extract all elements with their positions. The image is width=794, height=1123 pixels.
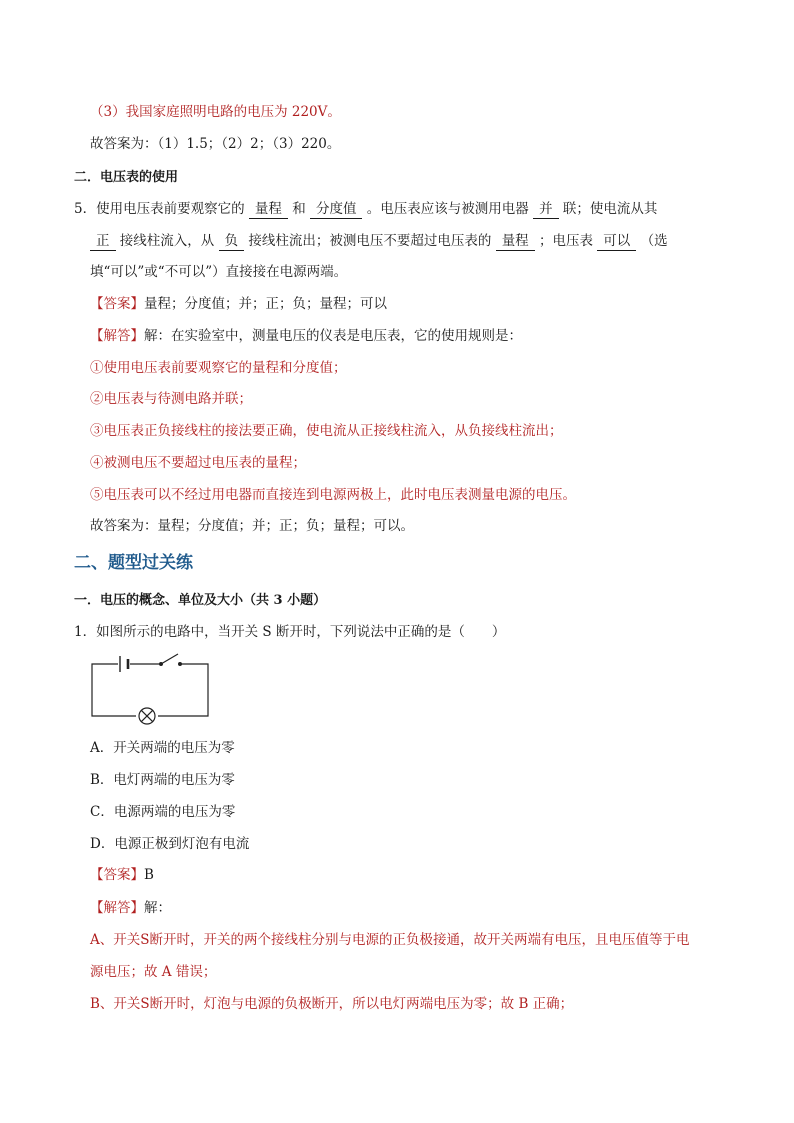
analysis-a-line-1: A、开关S断开时，开关的两个接线柱分别与电源的正负极接通，故开关两端有电压，且电压值等于电	[90, 932, 690, 948]
question-5-final: 故答案为：量程；分度值；并；正；负；量程；可以。	[90, 518, 414, 534]
prev-item-3: （3）我国家庭照明电路的电压为 220V。	[90, 104, 341, 120]
blank-division: 分度值	[310, 201, 363, 219]
lamp-icon	[139, 708, 155, 724]
prev-answer: 故答案为：（1）1.5；（2）2；（3）220。	[90, 136, 341, 152]
question-5-line-2: 正 接线柱流入，从 负 接线柱流出；被测电压不要超过电压表的 量程 ；电压表 可以 （选	[90, 231, 668, 251]
blank-range-2: 量程	[496, 233, 535, 251]
question-1-answer: 【答案】B	[90, 867, 154, 883]
battery-icon	[120, 656, 128, 672]
question-1-stem: 1．如图所示的电路中，当开关 S 断开时，下列说法中正确的是（ ）	[74, 624, 506, 640]
rule-4: ④被测电压不要超过电压表的量程；	[90, 455, 306, 471]
blank-range: 量程	[249, 201, 288, 219]
question-5-answer: 【答案】量程；分度值；并；正；负；量程；可以	[90, 296, 387, 312]
analysis-b-line: B、开关S断开时，灯泡与电源的负极断开，所以电灯两端电压为零；故 B 正确；	[90, 996, 574, 1012]
option-d: D．电源正极到灯泡有电流	[90, 836, 250, 852]
blank-can: 可以	[597, 233, 636, 251]
subsection-title-voltage: 一．电压的概念、单位及大小（共 3 小题）	[74, 593, 327, 608]
rule-5: ⑤电压表可以不经过用电器而直接连到电源两极上，此时电压表测量电源的电压。	[90, 487, 576, 503]
option-c: C．电源两端的电压为零	[90, 804, 236, 820]
part-title-practice: 二、题型过关练	[74, 553, 193, 573]
option-a: A．开关两端的电压为零	[90, 740, 235, 756]
blank-negative: 负	[219, 233, 245, 251]
option-b: B．电灯两端的电压为零	[90, 772, 235, 788]
blank-positive: 正	[90, 233, 116, 251]
rule-1: ①使用电压表前要观察它的量程和分度值；	[90, 360, 347, 376]
question-5-line-3: 填“可以”或“不可以”）直接接在电源两端。	[90, 264, 348, 280]
blank-parallel: 并	[533, 201, 559, 219]
switch-icon	[160, 654, 182, 666]
question-5-analysis: 【解答】解：在实验室中，测量电压的仪表是电压表，它的使用规则是：	[90, 328, 522, 344]
rule-2: ②电压表与待测电路并联；	[90, 391, 252, 407]
circuit-diagram	[88, 650, 212, 726]
analysis-a-line-2: 源电压；故 A 错误；	[90, 964, 217, 980]
question-1-analysis: 【解答】解：	[90, 900, 171, 916]
section-title-voltmeter-use: 二．电压表的使用	[74, 170, 179, 185]
question-5-line-1: 5．使用电压表前要观察它的 量程 和 分度值 。电压表应该与被测用电器 并 联；使电流从其	[74, 201, 658, 217]
rule-3: ③电压表正负接线柱的接法要正确，使电流从正接线柱流入，从负接线柱流出；	[90, 423, 563, 439]
